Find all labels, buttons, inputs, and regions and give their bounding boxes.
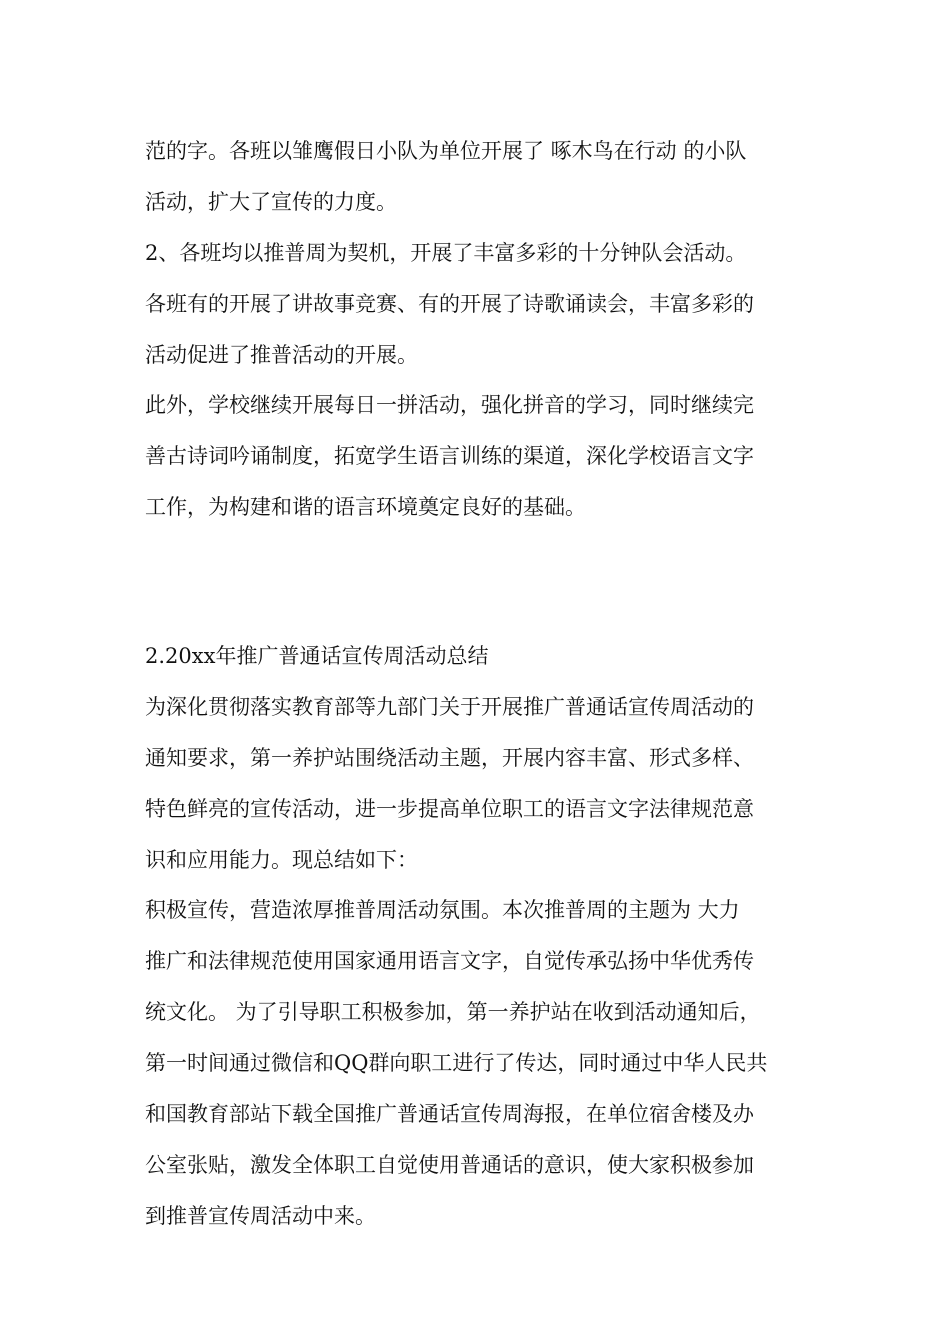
body-text-line: 工作，为构建和谐的语言环境奠定良好的基础。: [145, 495, 586, 519]
body-text-line: 特色鲜亮的宣传活动，进一步提高单位职工的语言文字法律规范意: [145, 797, 754, 821]
body-text-line: 积极宣传，营造浓厚推普周活动氛围。本次推普周的主题为 大力: [145, 898, 740, 922]
body-text-line: 善古诗词吟诵制度，拓宽学生语言训练的渠道，深化学校语言文字: [145, 444, 754, 468]
body-text-line: 此外，学校继续开展每日一拼活动，强化拼音的学习，同时继续完: [145, 393, 754, 417]
body-text-line: 为深化贯彻落实教育部等九部门关于开展推广普通话宣传周活动的: [145, 695, 754, 719]
body-text-line: 各班有的开展了讲故事竞赛、有的开展了诗歌诵读会，丰富多彩的: [145, 292, 754, 316]
body-text-line: 通知要求，第一养护站围绕活动主题，开展内容丰富、形式多样、: [145, 746, 754, 770]
body-text-line: 活动，扩大了宣传的力度。: [145, 190, 397, 214]
body-text-line: 公室张贴，激发全体职工自觉使用普通话的意识，使大家积极参加: [145, 1153, 754, 1177]
body-text-line: 活动促进了推普活动的开展。: [145, 343, 418, 367]
body-text-line: 识和应用能力。现总结如下：: [145, 848, 418, 872]
body-text-line: 2、各班均以推普周为契机，开展了丰富多彩的十分钟队会活动。: [145, 241, 747, 265]
body-text-line: 推广和法律规范使用国家通用语言文字，自觉传承弘扬中华优秀传: [145, 949, 754, 973]
body-text-line: 到推普宣传周活动中来。: [145, 1204, 376, 1228]
body-text-line: 第一时间通过微信和QQ群向职工进行了传达，同时通过中华人民共: [145, 1051, 768, 1075]
section-heading: 2.20xx年推广普通话宣传周活动总结: [145, 644, 489, 668]
body-text-line: 和国教育部站下载全国推广普通话宣传周海报，在单位宿舍楼及办: [145, 1102, 754, 1126]
body-text-line: 统文化。 为了引导职工积极参加，第一养护站在收到活动通知后，: [145, 1000, 761, 1024]
body-text-line: 范的字。各班以雏鹰假日小队为单位开展了 啄木鸟在行动 的小队: [145, 139, 747, 163]
